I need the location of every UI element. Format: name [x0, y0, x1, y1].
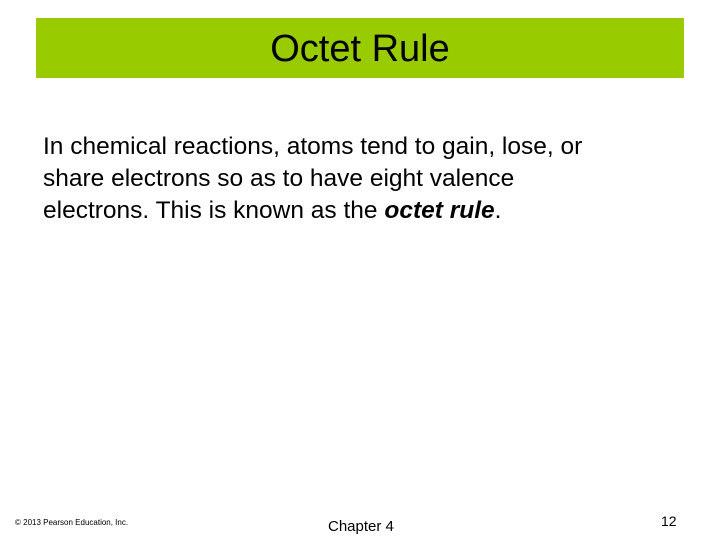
- body-line-3-suffix: .: [494, 197, 502, 224]
- title-bar: [36, 18, 684, 78]
- chapter-footer: Chapter 4: [328, 518, 394, 535]
- slide-title: Octet Rule: [270, 28, 450, 70]
- body-line-3: [43, 195, 683, 227]
- copyright-footer: © 2013 Pearson Education, Inc.: [15, 518, 129, 527]
- page-number: 12: [661, 513, 677, 529]
- slide-body: [43, 131, 683, 227]
- body-line-1: In chemical reactions, atoms tend to gain, lose, or: [43, 133, 583, 160]
- body-line-3-prefix: electrons. This is known as the: [43, 197, 385, 224]
- body-line-2: share electrons so as to have eight valence: [43, 165, 515, 192]
- octet-rule-term: octet rule: [384, 197, 495, 224]
